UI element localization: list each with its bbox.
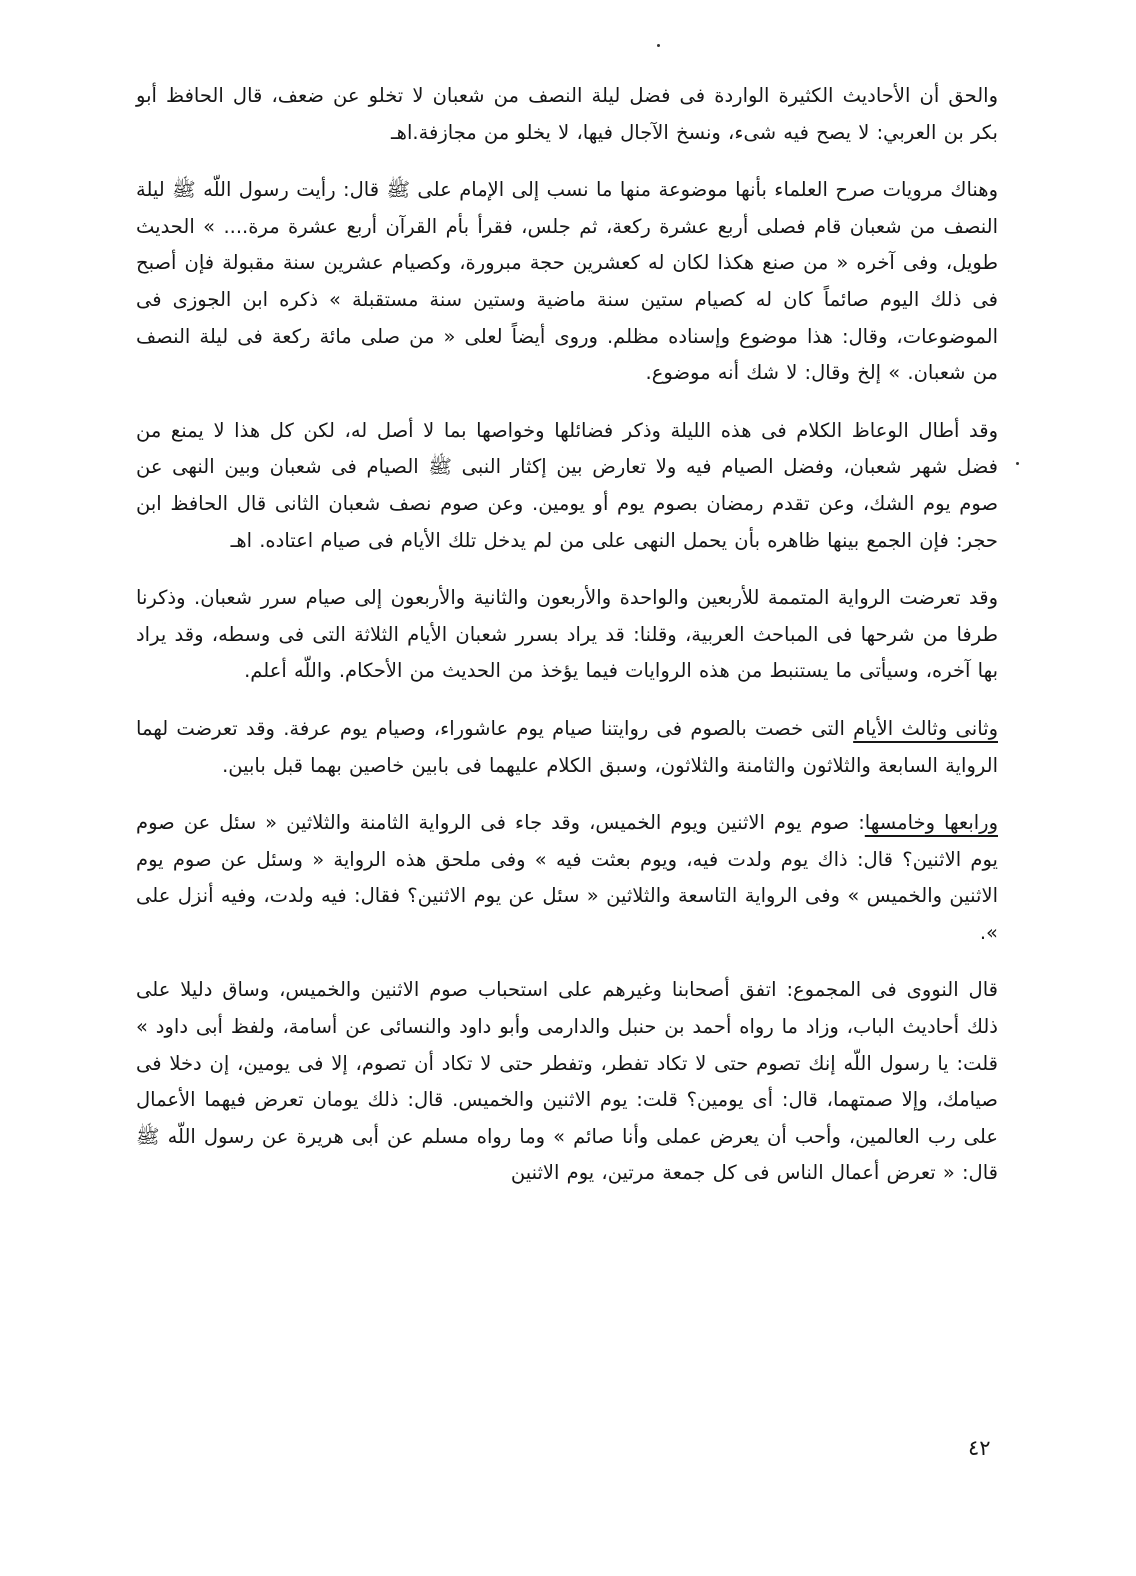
paragraph-7 [136, 972, 998, 1192]
paragraph-5-text: التى خصت بالصوم فى روايتنا صيام يوم عاشوراء، وصيام يوم عرفة. وقد تعرضت لهما الرواية السابعة والثلاثون والثامنة والثلاثون، وسبق الكلام عليهما فى بابين خاصين بهما قبل بابين. [136, 716, 998, 777]
paragraph-3-text: وقد أطال الوعاظ الكلام فى هذه الليلة وذكر فضائلها وخواصها بما لا أصل له، لكن كل هذا لا يمنع من فضل شهر شعبان، وفضل الصيام فيه ولا تعارض بين إكثار النبى ﷺ الصيام فى شعبان وبين النهى عن صوم يوم الشك، وعن تقدم رمضان بصوم يوم أو يومين. وعن صوم نصف شعبان الثانى قال الحافظ ابن حجر: فإن الجمع بينها ظاهره بأن يحمل النهى على من لم يدخل تلك الأيام فى صيام اعتاده. اهـ [136, 418, 998, 552]
paragraph-5-lead: وثانى وثالث الأيام [853, 716, 998, 740]
paragraph-2 [136, 172, 998, 392]
paragraph-4 [136, 580, 998, 690]
paragraph-6-text: : صوم يوم الاثنين ويوم الخميس، وقد جاء فى الرواية الثامنة والثلاثين « سئل عن صوم يوم الاثنين؟ قال: ذاك يوم ولدت فيه، ويوم بعثت فيه » وفى ملحق هذه الرواية « وسئل عن صوم يوم الاثنين والخميس » وفى الرواية التاسعة والثلاثين « سئل عن يوم الاثنين؟ فقال: فيه ولدت، وفيه أنزل على ». [136, 811, 998, 944]
paragraph-6-lead: ورابعها وخامسها [864, 811, 998, 835]
paragraph-1-text: والحق أن الأحاديث الكثيرة الواردة فى فضل ليلة النصف من شعبان لا تخلو عن ضعف، قال الحافظ أبو بكر بن العربي: لا يصح فيه شىء، ونسخ الآجال فيها، لا يخلو من مجازفة.اهـ [136, 84, 998, 144]
paragraph-7-text: قال النووى فى المجموع: اتفق أصحابنا وغيرهم على استحباب صوم الاثنين والخميس، وساق دليلا على ذلك أحاديث الباب، وزاد ما رواه أحمد بن حنبل والدارمى وأبو داود والنسائى عن أسامة، ولفظ أبى داود » قلت: يا رسول اللّه إنك تصوم حتى لا تكاد تفطر، وتفطر حتى لا تكاد أن تصوم، إلا فى يومين، إن دخلا فى صيامك، وإلا صمتهما، قال: أى يومين؟ قلت: يوم الاثنين والخميس. قال: ذلك يومان تعرض فيهما الأعمال على رب العالمين، وأحب أن يعرض عملى وأنا صائم » وما رواه مسلم عن أبى هريرة عن رسول اللّه ﷺ قال: « تعرض أعمال الناس فى كل جمعة مرتين، يوم الاثنين [136, 978, 998, 1185]
paragraph-3 [136, 413, 998, 559]
scan-speck [657, 44, 660, 47]
paragraph-5 [136, 711, 998, 784]
page-number: ٤٢ [968, 1436, 991, 1460]
paragraph-1 [136, 78, 998, 151]
paragraph-4-text: وقد تعرضت الرواية المتممة للأربعين والواحدة والأربعون والثانية والأربعون إلى صيام سرر شعبان. وذكرنا طرفا من شرحها فى المباحث العربية، وقلنا: قد يراد بسرر شعبان الأيام الثلاثة التى فى وسطه، وقد يراد بها آخره، وسيأتى ما يستنبط من هذه الروايات فيما يؤخذ من الحديث من الأحكام. واللّه أعلم. [136, 586, 998, 683]
paragraph-2-text: وهناك مرويات صرح العلماء بأنها موضوعة منها ما نسب إلى الإمام على ﷺ قال: رأيت رسول اللّه ﷺ ليلة النصف من شعبان قام فصلى أربع عشرة ركعة، ثم جلس، فقرأ بأم القرآن أربع عشرة مرة.... » الحديث طويل، وفى آخره « من صنع هكذا لكان له كعشرين حجة مبرورة، وكصيام عشرين سنة مقبولة فإن أصبح فى ذلك اليوم صائماً كان له كصيام ستين سنة ماضية وستين سنة مستقبلة » ذكره ابن الجوزى فى الموضوعات، وقال: هذا موضوع وإسناده مظلم. وروى أيضاً لعلى « من صلى مائة ركعة فى ليلة النصف من شعبان. » إلخ وقال: لا شك أنه موضوع. [136, 178, 998, 385]
document-page [136, 78, 998, 1213]
paragraph-6 [136, 805, 998, 951]
scan-speck [1016, 462, 1019, 465]
